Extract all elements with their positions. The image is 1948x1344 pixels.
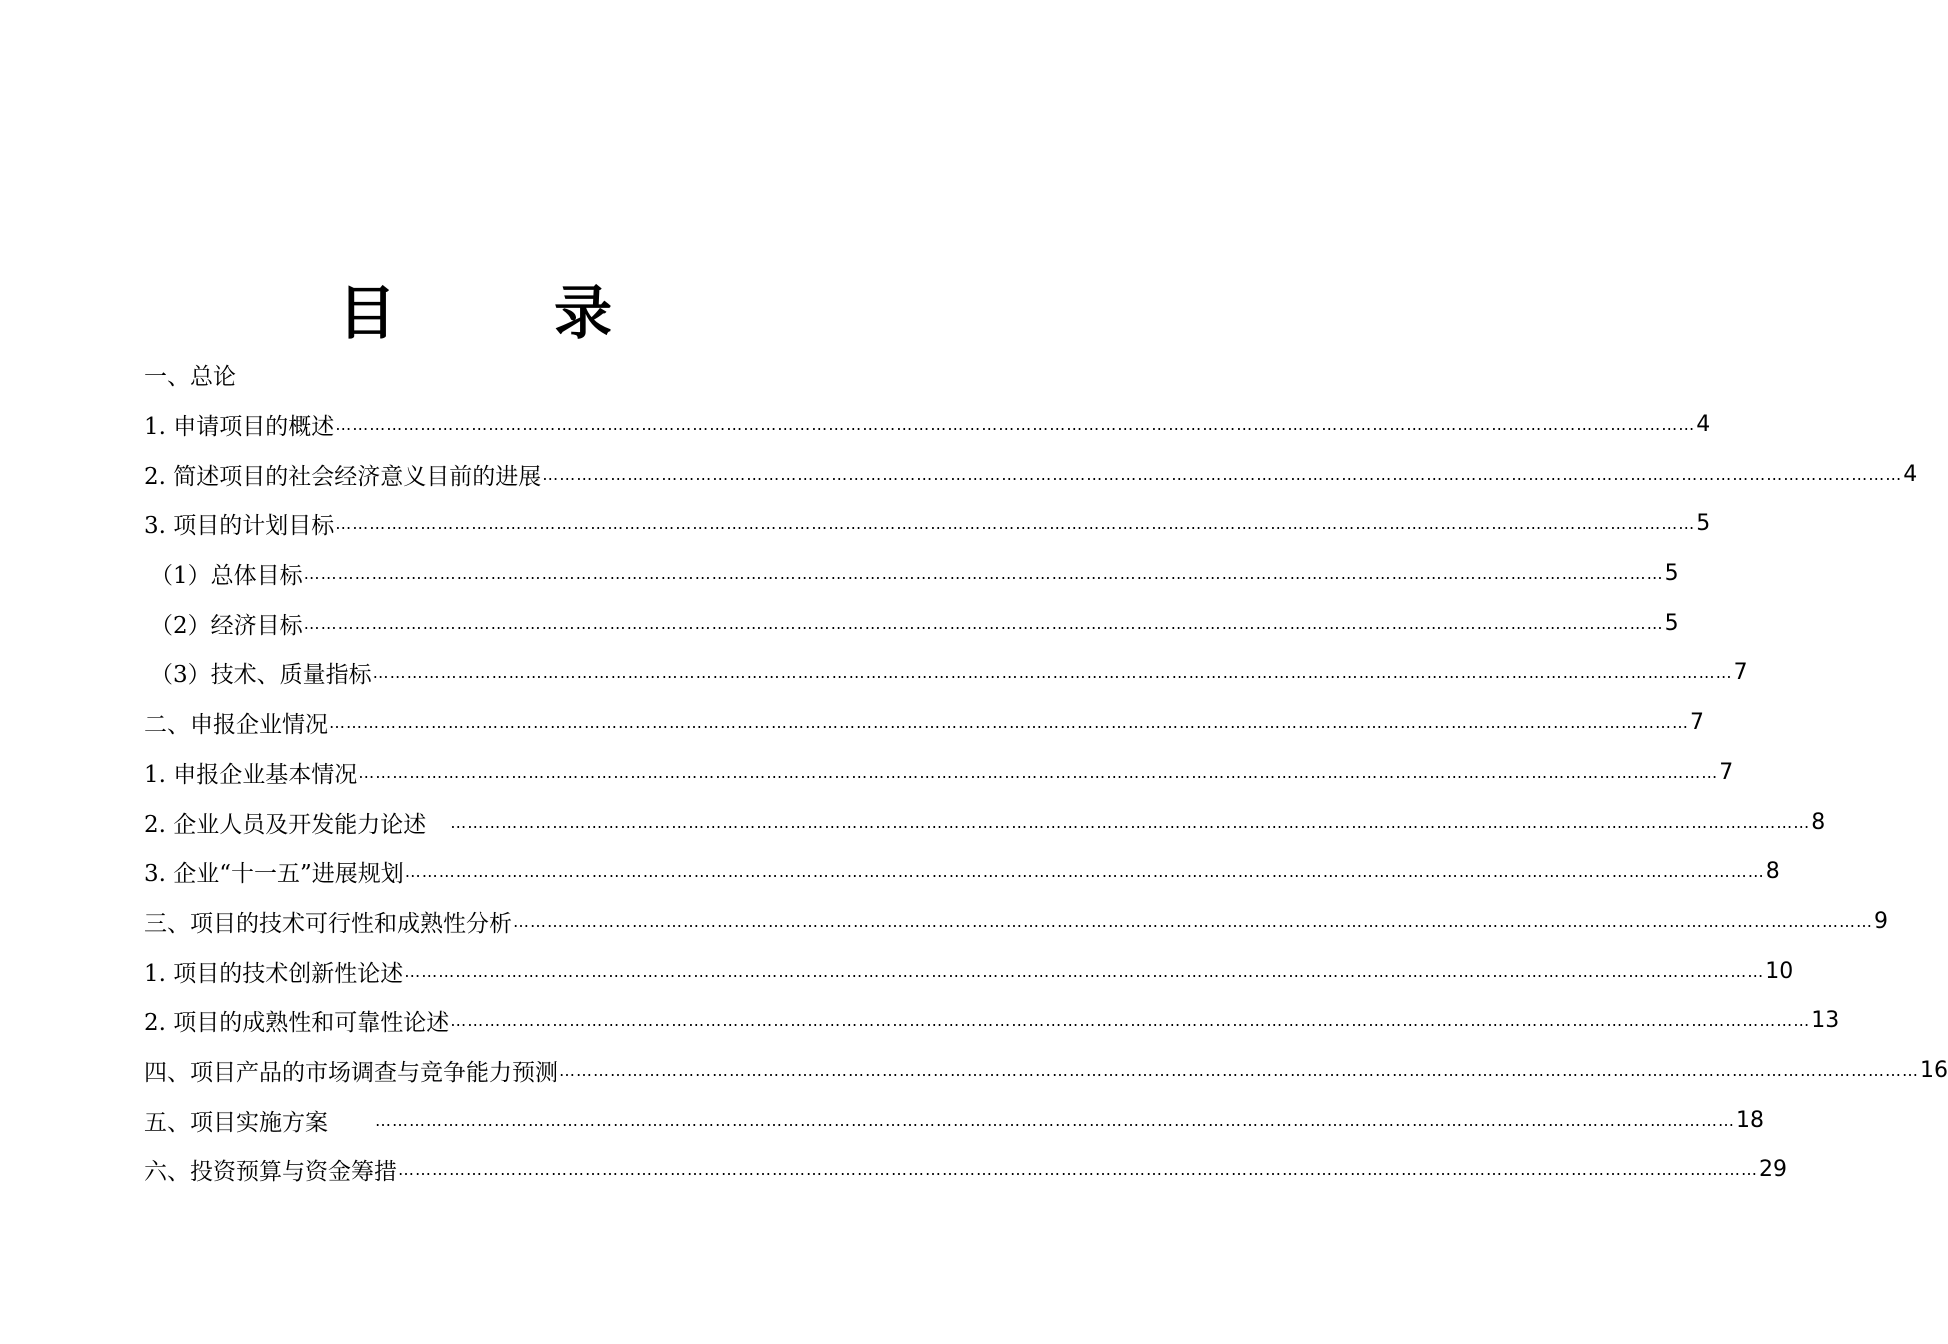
toc-entry[interactable] <box>144 698 1704 748</box>
table-of-contents <box>144 350 1948 1195</box>
toc-entry-title: 二、申报企业情况 <box>144 712 328 739</box>
toc-entry[interactable] <box>144 996 1840 1046</box>
toc-leader-dots: …………………………………………………………………………………………………………………………………………………………………………………………………………………… <box>329 713 1689 733</box>
toc-entry[interactable] <box>144 797 1826 847</box>
toc-entry-title: 一、总论 <box>144 364 236 391</box>
toc-leader-dots: …………………………………………………………………………………………………………………………………………………………………………………………………………………… <box>303 564 1664 584</box>
toc-entry[interactable] <box>144 449 1918 499</box>
page-title: 目 录 <box>337 279 662 347</box>
toc-entry[interactable] <box>144 897 1888 947</box>
toc-page-number: 9 <box>1874 908 1888 934</box>
toc-page-number: 29 <box>1759 1157 1787 1183</box>
toc-entry[interactable] <box>144 549 1679 599</box>
toc-page-number: 4 <box>1903 461 1918 487</box>
toc-entry-title: 六、投资预算与资金筹措 <box>144 1159 397 1186</box>
toc-entry[interactable] <box>144 598 1679 648</box>
toc-entry-title: 五、项目实施方案 <box>144 1109 374 1136</box>
toc-leader-dots: …………………………………………………………………………………………………………………………………………………………………………………………………………………… <box>303 613 1664 633</box>
toc-leader-dots: …………………………………………………………………………………………………………………………………………………………………………………………………………………… <box>358 762 1719 782</box>
toc-entry-title: 1. 项目的技术创新性论述 <box>144 960 404 987</box>
toc-leader-dots: …………………………………………………………………………………………………………………………………………………………………………………………………………………… <box>404 961 1765 981</box>
toc-page-number: 5 <box>1696 511 1711 537</box>
toc-entry-title: 四、项目产品的市场调查与竞争能力预测 <box>144 1059 558 1086</box>
toc-leader-dots: …………………………………………………………………………………………………………………………………………………………………………………………………………………… <box>398 1160 1758 1180</box>
toc-page-number: 16 <box>1920 1057 1948 1083</box>
toc-entry-title: 2. 项目的成熟性和可靠性论述 <box>144 1010 450 1037</box>
toc-page-number: 5 <box>1664 561 1679 587</box>
toc-entry[interactable] <box>144 499 1711 549</box>
toc-page-number: 4 <box>1696 412 1711 438</box>
toc-entry-title: 1. 申报企业基本情况 <box>144 761 358 788</box>
toc-entry-title: （3）技术、质量指标 <box>150 662 372 689</box>
toc-entry[interactable] <box>144 946 1794 996</box>
toc-entry-title: （1）总体目标 <box>150 563 303 590</box>
toc-entry-title: 3. 企业“十一五”进展规划 <box>144 861 404 888</box>
toc-leader-dots: …………………………………………………………………………………………………………………………………………………………………………………………………………………… <box>404 862 1765 882</box>
toc-entry-title: 2. 简述项目的社会经济意义目前的进展 <box>144 463 542 490</box>
toc-entry[interactable] <box>144 400 1711 450</box>
toc-leader-dots: …………………………………………………………………………………………………………………………………………………………………………………………………………………… <box>450 1011 1811 1031</box>
toc-entry[interactable] <box>144 350 744 400</box>
toc-page-number: 18 <box>1736 1107 1764 1133</box>
toc-page-number: 7 <box>1733 660 1748 686</box>
toc-leader-dots: …………………………………………………………………………………………………………………………………………………………………………………………………………………… <box>375 1110 1735 1130</box>
toc-entry-title: （2）经济目标 <box>150 612 303 639</box>
toc-entry[interactable] <box>144 1145 1787 1195</box>
toc-page-number: 13 <box>1811 1008 1840 1034</box>
toc-entry[interactable] <box>144 1095 1764 1145</box>
toc-page-number: 8 <box>1811 809 1826 835</box>
toc-leader-dots: …………………………………………………………………………………………………………………………………………………………………………………………………………………… <box>542 464 1903 484</box>
toc-page-number: 8 <box>1765 859 1780 885</box>
toc-entry[interactable] <box>144 847 1780 897</box>
toc-leader-dots: …………………………………………………………………………………………………………………………………………………………………………………………………………………… <box>513 911 1873 931</box>
toc-page-number: 7 <box>1690 710 1704 736</box>
toc-entry-title: 1. 申请项目的概述 <box>144 414 335 441</box>
toc-leader-dots: …………………………………………………………………………………………………………………………………………………………………………………………………………………… <box>335 415 1696 435</box>
toc-entry-title: 三、项目的技术可行性和成熟性分析 <box>144 910 512 937</box>
toc-leader-dots: …………………………………………………………………………………………………………………………………………………………………………………………………………………… <box>559 1060 1919 1080</box>
toc-leader-dots: …………………………………………………………………………………………………………………………………………………………………………………………………………………… <box>335 514 1696 534</box>
toc-leader-dots: …………………………………………………………………………………………………………………………………………………………………………………………………………………… <box>450 812 1811 832</box>
toc-entry[interactable] <box>144 648 1748 698</box>
toc-page-number: 7 <box>1719 759 1734 785</box>
toc-entry[interactable] <box>144 1046 1948 1096</box>
toc-entry-title: 3. 项目的计划目标 <box>144 513 335 540</box>
toc-entry[interactable] <box>144 748 1734 798</box>
toc-entry-title: 2. 企业人员及开发能力论述 <box>144 811 450 838</box>
toc-page-number: 10 <box>1765 958 1794 984</box>
toc-leader-dots: …………………………………………………………………………………………………………………………………………………………………………………………………………………… <box>372 663 1733 683</box>
toc-page-number: 5 <box>1664 610 1679 636</box>
